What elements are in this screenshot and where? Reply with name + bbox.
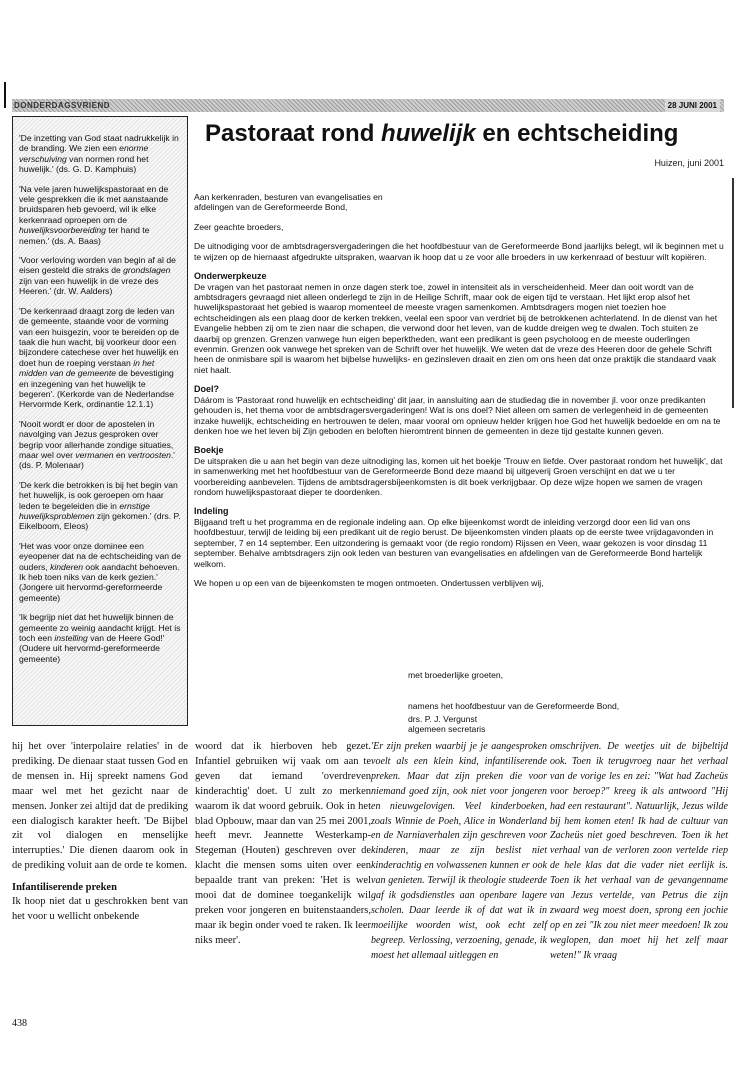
letter-section (194, 384, 726, 436)
quote: 'Nooit wordt er door de apostelen in navolging van Jezus gesproken over begrip voor allerhande zondige situaties, maar wel over vermanen en vertroosten.' (ds. P. Molenaar) (19, 418, 175, 471)
letter-salutation: Zeer geachte broeders, (194, 221, 284, 232)
section-body: De uitspraken die u aan het begin van deze uitnodiging las, komen uit het boekje 'Trouw en liefde. Over pastoraat rondom het huwelijk', dat in samenwerking met het hoofdbestuur van de Gereformeerde Bond deze maand bij uitgeverij Groen verschijnt en dat we u ter voorbereiding aanbevelen. Tijdens de ambtsdragersbijeenkomsten is dit boek verkrijgbaar. Op deze wijze hopen we samen de vragen rondom huwelijkspastoraat dieper te doordenken. (194, 455, 723, 498)
quote: 'Voor verloving worden van begin af al de eisen gesteld die straks de grondslagen zijn van een huwelijk in de vreze des Heeren.' (dr. W. Aalders) (19, 255, 176, 297)
article-column (371, 740, 547, 964)
article-paragraph: Ik hoop niet dat u geschrokken bent van het voor u wellicht onbekende (12, 896, 188, 923)
quote: 'De inzetting van God staat nadrukkelijk in de branding. We zien een enorme verschuiving van normen rond het huwelijk.' (ds. G. D. Kamphuis) (19, 133, 179, 175)
letter-section (194, 506, 726, 569)
article-paragraph: woord dat ik hierboven heb gezet. Infantiel gebruiken wij vaak om aan te geven dat iemand 'overdreven kinderachtig' doet. U zult zo merken waarom ik dat woord gebruik. Ook in het blad Opbouw, maar dan van 25 mei 2001, heeft mevr. Jeannette Westerkamp-Stegeman (Houten) geschreven over de klacht die mensen soms uiten over een bepaalde trant van preken: 'Het is wel mooi dat de dominee toegankelijk wil preken voor jongeren en buitenstaanders, maar ik begin onder voed te raken. Ik leer niks meer'. (195, 741, 371, 946)
letter-section (194, 445, 726, 497)
page-number: 438 (12, 1018, 27, 1029)
section-body: Bijgaand treft u het programma en de regionale indeling aan. Op elke bijeenkomst wordt de inleiding verzorgd door een lid van ons hoofdbestuur, terwijl de leiding bij een predikant uit de regio berust. De bijeenkomsten vinden plaats op de eerste twee vrijdagavonden in september, 7 en 14 september. Een uitzondering is gemaakt voor (de regio rondom) Rijssen en Veen, waar gekozen is voor dinsdag 11 september. Behalve ambtsdragers zijn ook leden van besturen van evangelisaties en afdelingen van de Gereformeerde Bond hartelijk welkom. (194, 516, 714, 569)
quote: 'Ik begrijp niet dat het huwelijk binnen de gemeente zo weinig aandacht krijgt. Het is toch een instelling van de Heere God!' (Oudere uit hervormd-gereformeerde gemeente) (19, 612, 181, 664)
article-paragraph: omschrijven. De weetjes uit de bijbeltijd ook. Toen ik terugvroeg naar het verhaal van de vorige les en zei: "Wat had Zacheüs voor beroep?" kreeg ik als antwoord "Hij had een restaurant". Natuurlijk, Jezus wilde bij hem komen eten! Ik had de cultuur van Zacheüs niet goed beschreven. Toen ik het verhaal van de verloren zoon vertelde riep de hele klas dat die vader niet eerlijk is. Toen ik het verhaal van de gevangenname van Jezus vertelde, van Petrus die zijn zwaard weg moest doen, sprong een jochie op en zei "Ik zou niet meer meedoen! Ik zou weglopen, dan moet hij het zelf maar weten!" Ik vraag (550, 741, 728, 961)
quote: 'De kerk die betrokken is bij het begin van het huwelijk, is ook geroepen om haar leden te begeleiden die in ernstige huwelijksproblemen zijn gekomen.' (drs. P. Eikelboom, Eleos) (19, 479, 181, 532)
section-heading: Doel? (194, 384, 220, 395)
header-band (12, 99, 724, 112)
article-column (550, 740, 728, 964)
letter-intro: De uitnodiging voor de ambtsdragersvergaderingen die het hoofdbestuur van de Gereformeerde Bond jaarlijks belegt, wil ik beginnen met u te wijzen op de hiernaast afgedrukte uitspraken, waarvan ik hoop dat u ze voor alle broeders in uw kerkenraad of bestuur wilt kopiëren. (194, 241, 724, 262)
article-subheading: Infantiliserende preken (12, 882, 117, 894)
letter-address: Aan kerkenraden, besturen van evangelisaties en afdelingen van de Gereformeerde Bond, (194, 192, 383, 213)
on-behalf: namens het hoofdbestuur van de Gereformeerde Bond, (408, 701, 620, 711)
section-heading: Boekje (194, 445, 224, 456)
quotes-box (12, 116, 188, 726)
article-column (195, 740, 371, 949)
article-paragraph: 'Er zijn preken waarbij je je aangesproken voelt als een klein kind, infantiliserende preken. Maar dat zijn preken die voor niemand goed zijn, ook niet voor jongeren en nieuwgelovigen. Veel kinderboeken, zoals Winnie de Poeh, Alice in Wonderland en de Narniaverhalen zijn geschreven voor kinderen, maar ze zijn beslist niet kinderachtig en volwassenen kunnen er ook van genieten. Terwijl ik theologie studeerde gaf ik godsdienstles aan openbare lagere scholen. Daar leerde ik of dat wat ik in moeilijke woorden wist, ook echt zelf begreep. Verlossing, verzoening, genade, ik moest het allemaal uitleggen en (371, 741, 547, 961)
letter-closing: We hopen u op een van de bijeenkomsten te mogen ontmoeten. Ondertussen verblijven wij, (194, 577, 544, 588)
quote: 'Na vele jaren huwelijkspastoraat en de vele gesprekken die ik met aanstaande bruidsparen heb gevoerd, wil ik elke kerkenraad oproepen om de huwelijksvoorbereiding ter hand te nemen.' (ds. A. Baas) (19, 183, 169, 246)
article-paragraph: hij het over 'interpolaire relaties' in de prediking. De dienaar staat tussen God en de mensen in. Hij spreekt namens God maar wel met het gezicht naar de mensen. Jonker zei altijd dat de prediking een dialogisch karakter heeft. 'De Bijbel zit vol dialogen en menselijke interrupties.' Die dienen daarom ook in de prediking voluit aan de orde te komen. (12, 741, 188, 872)
letter-section (194, 271, 726, 375)
issue-date: 28 JUNI 2001 (665, 99, 720, 112)
place-date: Huizen, juni 2001 (654, 158, 724, 168)
page-title: Pastoraat rond huwelijk en echtscheiding (205, 120, 679, 147)
section-body: Dáárom is 'Pastoraat rond huwelijk en echtscheiding' dit jaar, in aansluiting aan de studiedag die in november jl. voor onze predikanten gehouden is, het thema voor de ambtsdragersvergaderingen! Wat is ons doel? Niet alleen om samen de verlegenheid in de gemeenten inzake huwelijk, echtscheiding en hertrouwen te delen, maar vooral om opnieuw helder krijgen hoe God het huwelijk bedoelde en om na te denken hoe we het leven bij Zijn geboden en beloften hieromtrent binnen de gemeenten in deze tijd gestalte kunnen geven. (194, 394, 721, 436)
section-label: DONDERDAGSVRIEND (14, 101, 111, 110)
margin-mark (732, 178, 734, 408)
margin-mark (4, 82, 6, 108)
quote: 'De kerkenraad draagt zorg de leden van de gemeente, staande voor de vorming van een huisgezin, voor te bereiden op de taak die hun wacht, bij voorkeur door een bijzondere catechese over het huwelijk en doet hun de roeping verstaan in het midden van de gemeente de bevestiging en inzegening van het huwelijk te begeren'. (Kerkorde van de Nederlandse Hervormde Kerk, ordinantie 12.1.1) (19, 305, 180, 410)
article-column (12, 740, 188, 925)
signer-name: drs. P. J. Vergunst (408, 714, 478, 724)
section-heading: Onderwerpkeuze (194, 271, 267, 282)
signer-role: algemeen secretaris (408, 724, 486, 734)
letter-body (194, 192, 726, 588)
greeting: met broederlijke groeten, (408, 670, 504, 680)
section-heading: Indeling (194, 506, 229, 517)
quote: 'Het was voor onze dominee een eyeopener dat na de echtscheiding van de ouders, kinderen ook aandacht behoeven. Ik heb toen niks van de kerk gezien.' (Jongere uit hervormd-gereformeerde gemeente) (19, 540, 181, 603)
section-body: De vragen van het pastoraat nemen in onze dagen sterk toe, zowel in intensiteit als in verscheidenheid. Meer dan ooit wordt van de ambtsdragers gevraagd niet alleen onderlegd te zijn in de Heilige Schrift, maar ook de eigen tijd te verstaan. Het lijkt erop alsof het huwelijkspastoraat het gebied is waarop momenteel de meeste vragen samenkomen. Ambtsdragers mogen niet toezien hoe echtscheidingen als een plaag door de kerken trekken, veelal een spoor van verdriet bij de betrokkenen achterlatend. In de dienst van het Evangelie hebben zij om te zien naar die schapen, die verwond door het leven, van de kudde dreigen weg te dwalen. Toch stuiten ze daarbij op grenzen. Grenzen vanwege hun eigen beperktheden, want een predikant is geen psycholoog en de meeste ouderlingen evenmin. Grenzen ook vanwege het spreken van de Schrift over het huwelijk. We weten dat de vreze des Heeren door de gehele Schrift heen de onmisbare spil is waarom het bijbelse huwelijks- en gezinsleven draait en zien om ons heen dat onze praktijk die standaard vaak niet haalt. (194, 281, 718, 375)
